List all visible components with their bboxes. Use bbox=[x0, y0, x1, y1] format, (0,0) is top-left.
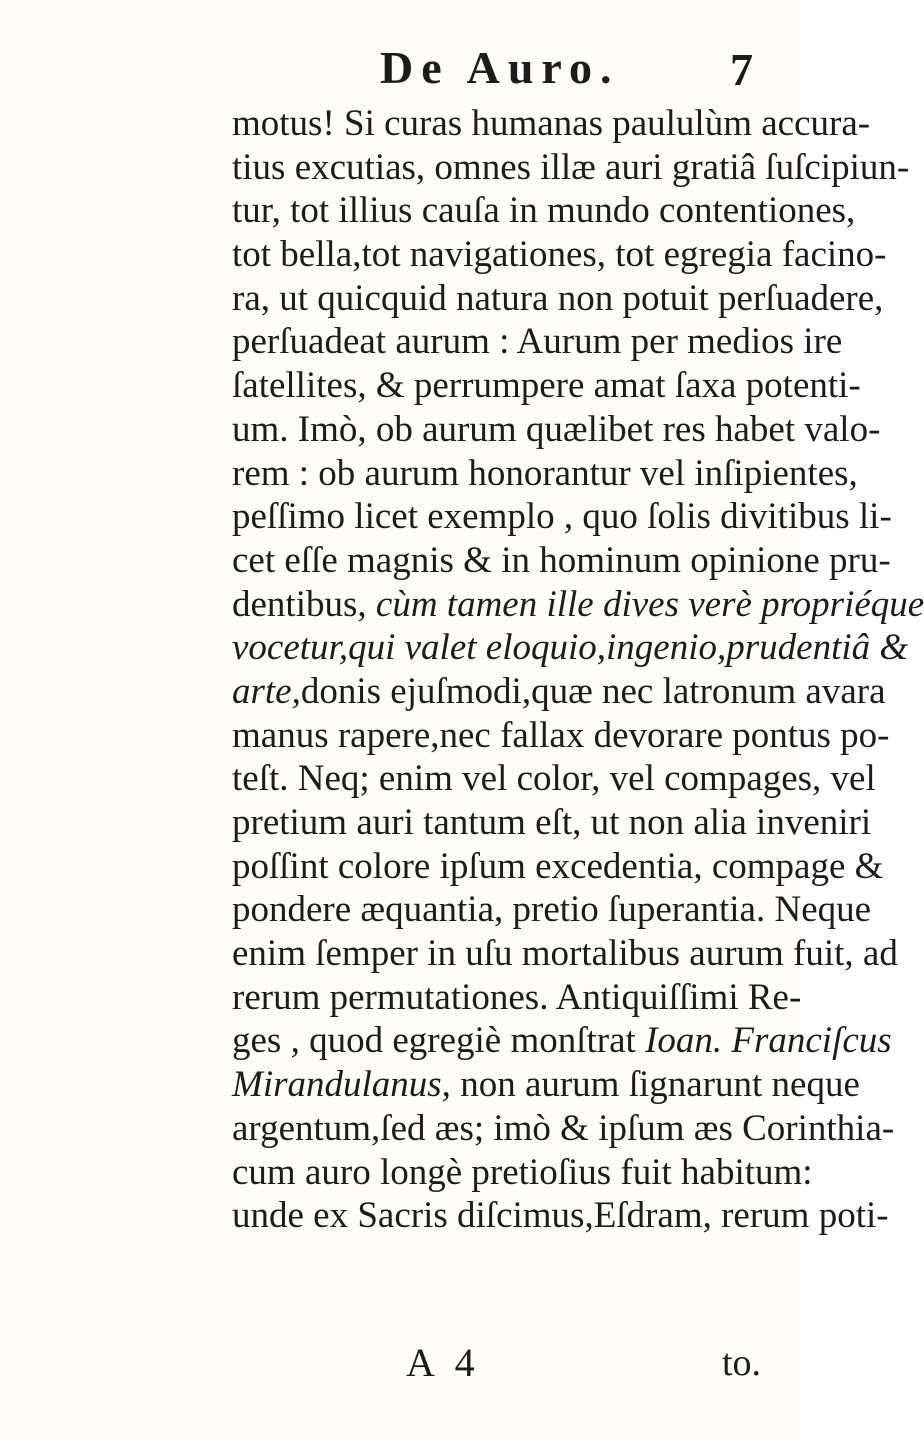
page-footer bbox=[0, 1338, 800, 1388]
text-line: um. Imò, ob aurum quælibet res habet valo- bbox=[232, 408, 881, 450]
running-title: De Auro. bbox=[380, 42, 620, 93]
text-line: rem : ob aurum honorantur vel inſipientes, bbox=[232, 452, 858, 494]
text-segment: non aurum ſignarunt neque bbox=[460, 1064, 860, 1106]
text-line: tot bella,tot navigationes, tot egregia facino- bbox=[232, 234, 887, 276]
text-line: perſuadeat aurum : Aurum per medios ire bbox=[232, 321, 843, 363]
text-line: motus! Si curas humanas paululùm accura- bbox=[232, 103, 871, 144]
text-line: ra, ut quicquid natura non potuit perſuadere, bbox=[232, 277, 884, 319]
text-segment: ges , quod egregiè monſtrat bbox=[232, 1020, 646, 1062]
text-line: ſatellites, & perrumpere amat ſaxa potenti- bbox=[232, 365, 861, 407]
text-line: teſt. Neq; enim vel color, vel compages, vel bbox=[232, 758, 876, 800]
text-line: rerum permutationes. Antiquiſſimi Re- bbox=[232, 976, 802, 1018]
body-text bbox=[232, 102, 924, 1238]
signature-mark: A 4 bbox=[406, 1340, 481, 1385]
text-line: pondere æquantia, pretio ſuperantia. Neque bbox=[232, 889, 872, 931]
italic-text-segment: Ioan. Franciſcus bbox=[645, 1020, 892, 1062]
text-line: cum auro longè pretioſius fuit habitum: bbox=[232, 1151, 813, 1193]
italic-text-segment: Mirandulanus, bbox=[232, 1064, 461, 1106]
text-line: cet eſſe magnis & in hominum opinione pru- bbox=[232, 539, 891, 581]
text-line: peſſimo licet exemplo , quo ſolis divitibus li- bbox=[232, 496, 892, 538]
page-number: 7 bbox=[730, 44, 753, 95]
text-segment: dentibus, bbox=[232, 583, 376, 625]
text-line: tius excutias, omnes illæ auri gratiâ ſuſcipiun- bbox=[232, 146, 910, 188]
text-line: poſſint colore ipſum excedentia, compage & bbox=[232, 845, 884, 887]
text-line: argentum,ſed æs; imò & ipſum æs Corinthia- bbox=[232, 1107, 895, 1149]
page-header bbox=[0, 38, 800, 98]
text-line-mixed bbox=[232, 583, 924, 627]
text-segment: donis ejuſmodi,quæ nec latronum avara bbox=[300, 670, 886, 712]
text-line-mixed bbox=[232, 1019, 892, 1063]
text-line-mixed bbox=[232, 1063, 860, 1107]
text-line: tur, tot illius cauſa in mundo contentiones, bbox=[232, 190, 856, 232]
text-line: enim ſemper in uſu mortalibus aurum fuit, ad bbox=[232, 933, 898, 975]
text-line-italic: vocetur,qui valet eloquio,ingenio,prudentiâ & bbox=[232, 627, 909, 669]
italic-text-segment: arte, bbox=[232, 670, 301, 712]
text-line: unde ex Sacris diſcimus,Eſdram, rerum poti- bbox=[232, 1195, 889, 1237]
text-line-mixed bbox=[232, 670, 886, 714]
text-line: pretium auri tantum eſt, ut non alia inveniri bbox=[232, 802, 872, 843]
italic-text-segment: cùm tamen ille dives verè propriéque bbox=[375, 583, 924, 625]
catchword: to. bbox=[722, 1342, 762, 1384]
text-line: manus rapere,nec fallax devorare pontus po- bbox=[232, 714, 890, 756]
